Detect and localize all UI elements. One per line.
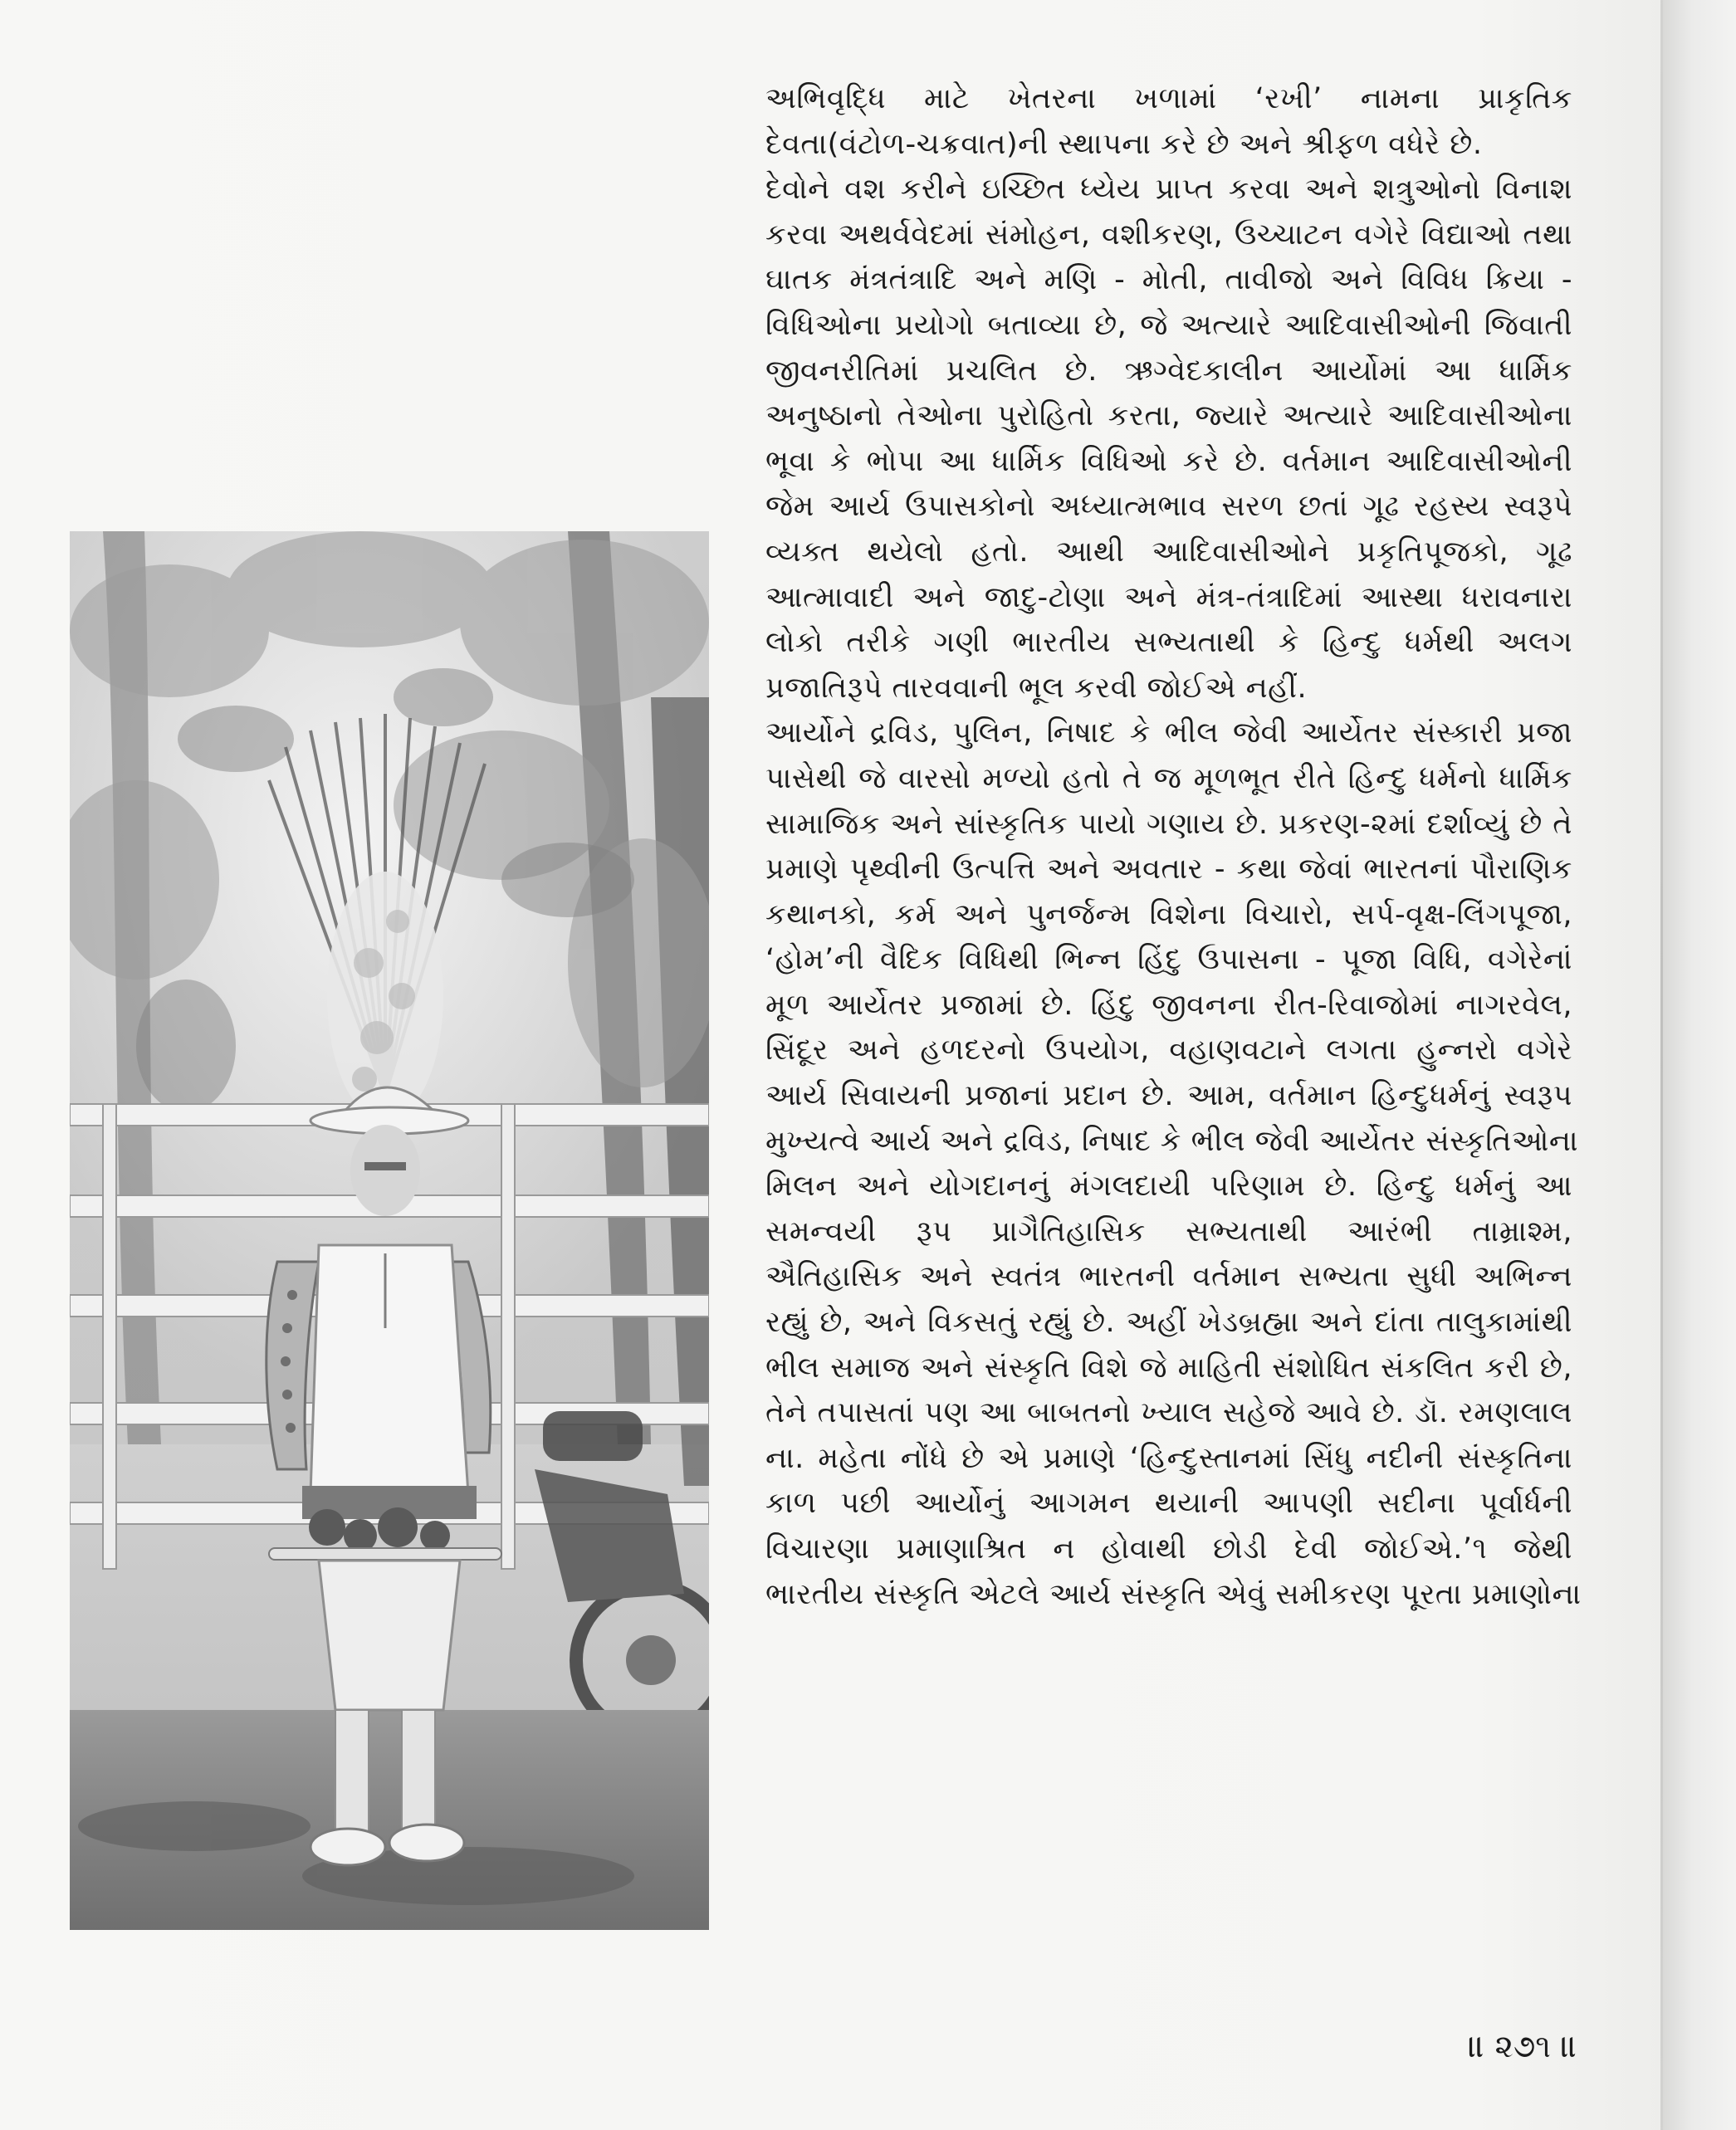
text-line: અભિવૃદ્ધિ માટે ખેતરના ખળામાં ‘રખી’ નામના પ્રાકૃતિક — [765, 82, 1572, 115]
text-line: દેવતા(વંટોળ-ચક્રવાત)ની સ્થાપના કરે છે અને શ્રીફળ વધેરે છે. — [765, 127, 1483, 161]
text-line: વિધિઓના પ્રયોગો બતાવ્યા છે, જે અત્યારે આદિવાસીઓની જિવાતી — [765, 308, 1572, 342]
text-line: સમન્વયી રૂપ પ્રાગૈતિહાસિક સભ્યતાથી આરંભી તામ્રાશ્મ, — [765, 1214, 1572, 1248]
text-line: પ્રમાણે પૃથ્વીની ઉત્પત્તિ અને અવતાર - કથા જેવાં ભારતનાં પૌરાણિક — [765, 852, 1572, 887]
page-number: ॥ ૨૭૧ ॥ — [1468, 2028, 1577, 2064]
text-line: પ્રજાતિરૂપે તારવવાની ભૂલ કરવી જોઈએ નહીં. — [765, 671, 1308, 705]
text-line: સિંદૂર અને હળદરનો ઉપયોગ, વહાણવટાને લગતા હુન્નરો વગેરે — [765, 1033, 1572, 1067]
text-line: ‘હોમ’ની વૈદિક વિધિથી ભિન્ન હિંદુ ઉપાસના - પૂજા વિધિ, વગેરેનાં — [765, 943, 1572, 977]
text-line: ભૂવા કે ભોપા આ ધાર્મિક વિધિઓ કરે છે. વર્તમાન આદિવાસીઓની — [765, 444, 1572, 478]
text-line: આર્યોને દ્રવિડ, પુલિન, નિષાદ કે ભીલ જેવી આર્યેતર સંસ્કારી પ્રજા — [765, 716, 1572, 750]
text-line: કાળ પછી આર્યોનું આગમન થયાની આપણી સદીના પૂર્વાર્ધની — [765, 1487, 1572, 1521]
text-line: મૂળ આર્યેતર પ્રજામાં છે. હિંદુ જીવનના રીત-રિવાજોમાં નાગરવેલ, — [765, 988, 1572, 1022]
binding-shadow — [1663, 0, 1736, 2130]
text-line: દેવોને વશ કરીને ઇચ્છિત ધ્યેય પ્રાપ્ત કરવા અને શત્રુઓનો વિનાશ — [765, 173, 1572, 207]
text-line: વિચારણા પ્રમાણાશ્રિત ન હોવાથી છોડી દેવી જોઈએ.’૧ જેથી — [765, 1532, 1572, 1566]
text-line: અનુષ્ઠાનો તેઓના પુરોહિતો કરતા, જ્યારે અત્યારે આદિવાસીઓના — [765, 399, 1572, 433]
text-line: ભારતીય સંસ્કૃતિ એટલે આર્ય સંસ્કૃતિ એવું સમીકરણ પૂરતા પ્રમાણોના — [765, 1577, 1582, 1611]
text-line: પાસેથી જે વારસો મળ્યો હતો તે જ મૂળભૂત રીતે હિન્દુ ધર્મનો ધાર્મિક — [765, 761, 1572, 795]
text-line: મિલન અને યોગદાનનું મંગલદાયી પરિણામ છે. હિન્દુ ધર્મનું આ — [765, 1170, 1572, 1204]
body-text — [765, 76, 1582, 1952]
text-line: આર્ય સિવાયની પ્રજાનાં પ્રદાન છે. આમ, વર્તમાન હિન્દુધર્મનું સ્વરૂપ — [765, 1079, 1572, 1113]
text-line: લોકો તરીકે ગણી ભારતીય સભ્યતાથી કે હિન્દુ ધર્મથી અલગ — [765, 626, 1572, 660]
text-line: કરવા અથર્વવેદમાં સંમોહન, વશીકરણ, ઉચ્ચાટન વગેરે વિદ્યાઓ તથા — [765, 217, 1572, 252]
text-line: આત્માવાદી અને જાદુ-ટોણા અને મંત્ર-તંત્રાદિમાં આસ્થા ધરાવનારા — [765, 580, 1572, 614]
text-line: ઘાતક મંત્રતંત્રાદિ અને મણિ - મોતી, તાવીજો અને વિવિધ ક્રિયા - — [765, 263, 1572, 297]
text-line: ઐતિહાસિક અને સ્વતંત્ર ભારતની વર્તમાન સભ્યતા સુધી અભિન્ન — [765, 1260, 1572, 1294]
text-line: જેમ આર્ય ઉપાસકોનો અધ્યાત્મભાવ સરળ છતાં ગૂઢ રહસ્ય સ્વરૂપે — [765, 490, 1572, 524]
text-line: તેને તપાસતાં પણ આ બાબતનો ખ્યાલ સહેજે આવે છે. ડૉ. રમણલાલ — [765, 1396, 1572, 1430]
text-line: ભીલ સમાજ અને સંસ્કૃતિ વિશે જે માહિતી સંશોધિત સંકલિત કરી છે, — [765, 1351, 1572, 1385]
photograph — [70, 531, 709, 1930]
text-line: જીવનરીતિમાં પ્રચલિત છે. ઋગ્વેદકાલીન આર્યોમાં આ ધાર્મિક — [765, 354, 1572, 388]
photo-illustration — [70, 531, 709, 1930]
text-line: મુખ્યત્વે આર્ય અને દ્રવિડ, નિષાદ કે ભીલ જેવી આર્યેતર સંસ્કૃતિઓના — [765, 1124, 1579, 1158]
text-line: કથાનકો, કર્મ અને પુનર્જન્મ વિશેના વિચારો, સર્પ-વૃક્ષ-લિંગપૂજા, — [765, 897, 1572, 931]
text-line: સામાજિક અને સાંસ્કૃતિક પાયો ગણાય છે. પ્રકરણ-૨માં દર્શાવ્યું છે તે — [765, 807, 1572, 841]
text-line: રહ્યું છે, અને વિકસતું રહ્યું છે. અહીં ખેડબ્રહ્મા અને દાંતા તાલુકામાંથી — [765, 1306, 1572, 1340]
text-line: વ્યક્ત થયેલો હતો. આથી આદિવાસીઓને પ્રકૃતિપૂજકો, ગૂઢ — [765, 535, 1572, 569]
text-line: ના. મહેતા નોંધે છે એ પ્રમાણે ‘હિન્દુસ્તાનમાં સિંધુ નદીની સંસ્કૃતિના — [765, 1441, 1572, 1475]
